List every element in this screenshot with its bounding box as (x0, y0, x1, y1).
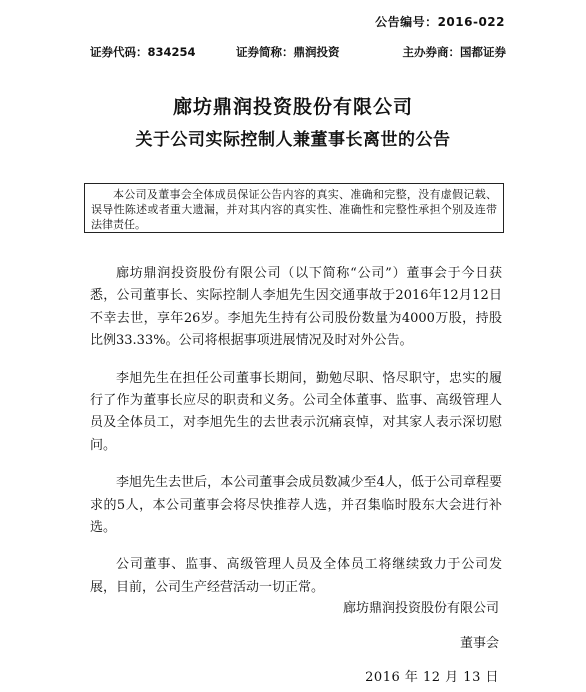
body-paragraph: 李旭先生在担任公司董事长期间，勤勉尽职、恪尽职守，忠实的履行了作为董事长应尽的职责和义务。公司全体董事、监事、高级管理人员及全体员工，对李旭先生的去世表示沉痛哀悼，对其家人表示深切慰问。 (90, 370, 502, 453)
security-code: 证券代码：834254 (90, 45, 196, 59)
notice-number: 公告编号：2016-022 (375, 15, 505, 29)
announcement-title: 关于公司实际控制人兼董事长离世的公告 (135, 130, 451, 150)
signature-date: 2016 年 12 月 13 日 (365, 670, 499, 685)
signature-board: 董事会 (459, 636, 499, 651)
sponsor-broker: 主办券商：国都证券 (402, 45, 506, 59)
disclaimer-box: 本公司及董事会全体成员保证公告内容的真实、准确和完整，没有虚假记载、误导性陈述或者重大遗漏，并对其内容的真实性、准确性和完整性承担个别及连带法律责任。 (84, 183, 504, 233)
security-info-row (90, 44, 506, 60)
company-title: 廊坊鼎润投资股份有限公司 (172, 96, 413, 118)
body-paragraph: 廊坊鼎润投资股份有限公司（以下简称“公司”）董事会于今日获悉，公司董事长、实际控制人李旭先生因交通事故于2016年12月12日不幸去世，享年26岁。李旭先生持有公司股份数量为4000万股，持股比例33.33%。公司将根据事项进展情况及时对外公告。 (90, 266, 502, 349)
body-paragraph: 李旭先生去世后，本公司董事会成员数减少至4人，低于公司章程要求的5人，本公司董事会将尽快推荐人选，并召集临时股东大会进行补选。 (90, 475, 502, 536)
body-paragraph: 公司董事、监事、高级管理人员及全体员工将继续致力于公司发展，目前，公司生产经营活动一切正常。 (90, 557, 502, 595)
signature-company: 廊坊鼎润投资股份有限公司 (342, 601, 499, 616)
announcement-body (90, 263, 502, 614)
security-abbreviation: 证券简称：鼎润投资 (236, 45, 340, 59)
